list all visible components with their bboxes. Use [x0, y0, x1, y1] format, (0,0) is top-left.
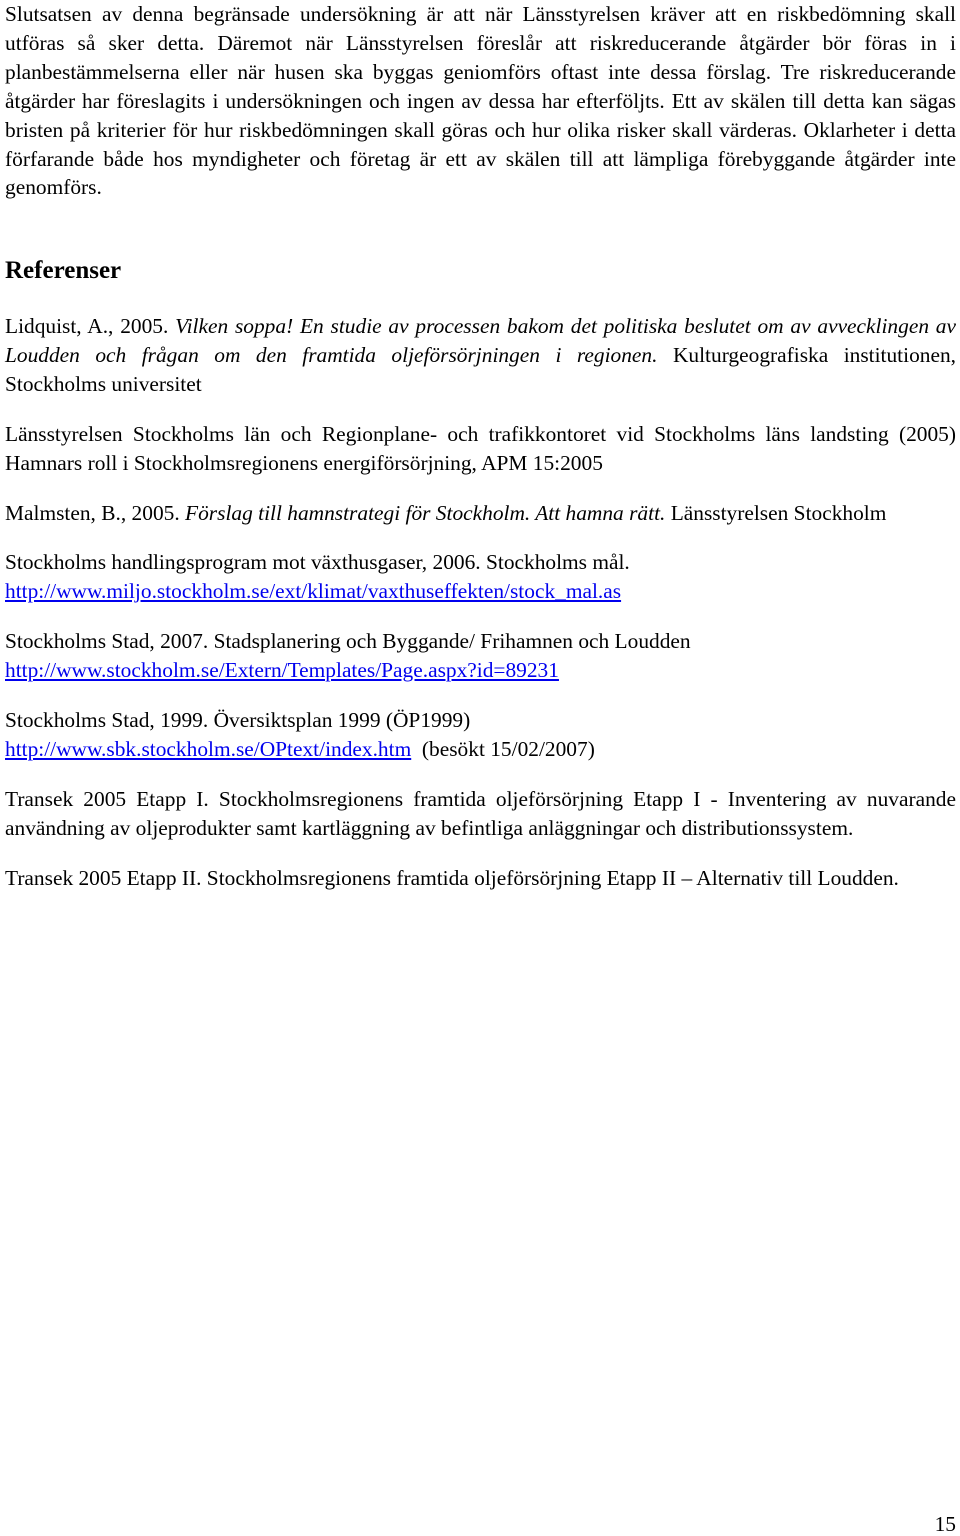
reference-title: Förslag till hamnstrategi för Stockholm. Att hamna rätt. — [185, 500, 666, 525]
reference-text: Stockholms handlingsprogram mot växthusgaser, 2006. Stockholms mål. — [5, 550, 630, 575]
reference-transek-1: Transek 2005 Etapp I. Stockholmsregionens framtida oljeförsörjning Etapp I - Inventering av nuvarande användning av oljeprodukter samt kartläggning av befintliga anläggningar och distributionssystem. — [5, 786, 956, 840]
reference-visited-date: (besökt 15/02/2007) — [421, 736, 595, 761]
reference-author: Lidquist, A., 2005. — [5, 314, 176, 338]
reference-link[interactable]: http://www.stockholm.se/Extern/Templates/Page.aspx?id=89231 — [5, 658, 559, 683]
reference-handlingsprogram — [5, 548, 956, 606]
reference-lansstyrelsen: Länsstyrelsen Stockholms län och Regionplane- och trafikkontoret vid Stockholms läns landsting (2005) Hamnars roll i Stockholmsregionens energiförsörjning, APM 15:2005 — [5, 421, 956, 475]
document-page — [5, 0, 956, 890]
reference-stad-1999 — [5, 706, 956, 764]
reference-publisher: Kulturgeografiska institutionen, Stockholms universitet — [5, 342, 956, 396]
reference-text: Stockholms Stad, 1999. Översiktsplan 1999 (ÖP1999) — [5, 708, 471, 733]
reference-list — [5, 312, 956, 893]
page-number: 15 — [934, 1512, 956, 1536]
reference-text: Stockholms Stad, 2007. Stadsplanering och Byggande/ Frihamnen och Loudden — [5, 629, 691, 654]
references-heading: Referenser — [5, 257, 122, 284]
reference-transek-2: Transek 2005 Etapp II. Stockholmsregionens framtida oljeförsörjning Etapp II – Alternativ till Loudden. — [5, 865, 899, 890]
reference-lidquist — [5, 312, 956, 399]
conclusion-paragraph: Slutsatsen av denna begränsade undersökning är att när Länsstyrelsen kräver att en riskbedömning skall utföras så sker detta. Däremot när Länsstyrelsen föreslår att riskreducerande åtgärder bör föras in i planbestämmelserna eller när husen ska byggas geniomförs oftast inte dessa förslag. Tre riskreducerande åtgärder har föreslagits i undersökningen och ingen av dessa har efterföljts. Ett av skälen till detta kan sägas bristen på kriterier för hur riskbedömningen skall göras och hur olika risker skall värderas. Oklarheter i detta förfarande både hos myndigheter och företag är ett av skälen till att lämpliga förebyggande åtgärder inte genomförs. — [5, 2, 956, 200]
reference-malmsten — [5, 499, 956, 528]
reference-stad-2007 — [5, 627, 956, 685]
reference-author: Malmsten, B., 2005. — [5, 500, 186, 525]
reference-link[interactable]: http://www.miljo.stockholm.se/ext/klimat/vaxthuseffekten/stock_mal.as — [5, 579, 622, 604]
reference-title: Vilken soppa! En studie av processen bakom det politiska beslutet om av avvecklingen av Loudden och frågan om den framtida oljeförsörjningen i regionen. — [5, 314, 956, 367]
reference-publisher: Länsstyrelsen Stockholm — [665, 500, 887, 525]
reference-link[interactable]: http://www.sbk.stockholm.se/OPtext/index.htm — [5, 736, 412, 761]
